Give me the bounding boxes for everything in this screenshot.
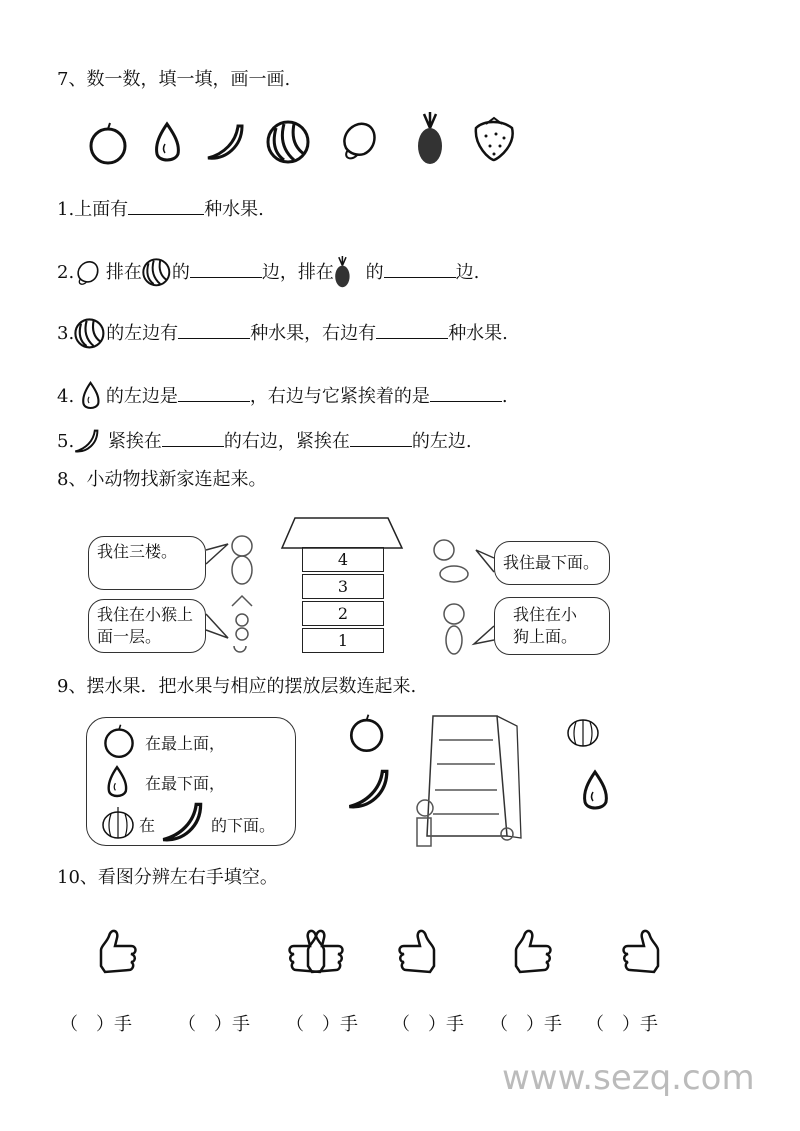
strawberry-icon (476, 118, 513, 160)
peach-icon (74, 258, 100, 288)
q7-sub5: 5. 紧挨在 的右边，紧挨在 的左边. (57, 428, 472, 456)
hand-icon-1 (101, 931, 136, 972)
paren-4: （ ）手 (392, 1014, 464, 1035)
paren-2: （ ）手 (178, 1014, 250, 1035)
pear-icon (80, 380, 106, 414)
pear-icon (157, 124, 179, 160)
apple-and-banana-icons (345, 712, 395, 797)
paren-6: （ ）手 (586, 1014, 658, 1035)
pineapple-icon (418, 112, 442, 164)
peach-icon (344, 124, 374, 159)
q7-sub3: 3. 的左边有 种水果，右边有 种水果. (57, 318, 508, 350)
watermelon-icon (142, 258, 172, 288)
paren-5: （ ）手 (490, 1014, 562, 1035)
dog-speech-bubble: 我住最下面。 (494, 541, 610, 585)
pumpkin-and-pear-icons (566, 712, 606, 812)
apple-icon (103, 724, 139, 762)
q10-title: 10、看图分辨左右手填空。 (57, 867, 278, 888)
q7-title: 7、数一数，填一填，画一画. (57, 69, 291, 90)
floor-1: 1 (302, 628, 384, 653)
hand-gesture-row (90, 920, 680, 984)
pumpkin-clue-a: 在 (139, 816, 156, 835)
watermelon-icon (74, 318, 106, 350)
q7-sub4: 4. 的左边是 ，右边与它紧挨着的是 . (57, 380, 508, 414)
monkey-and-worm-illustration (206, 530, 266, 660)
hand-icon-6 (624, 931, 659, 972)
paren-1: （ ）手 (60, 1014, 132, 1035)
apple-clue: 在最上面， (145, 734, 226, 753)
fruit-row (88, 112, 528, 172)
q7-sub2: 2. 排在 的 边，排在 的 边. (57, 256, 479, 290)
hand-icon-5 (516, 931, 551, 972)
paren-3: （ ）手 (286, 1014, 358, 1035)
q9-instruction-box (86, 717, 296, 846)
pineapple-icon (334, 256, 360, 290)
hand-icon-4 (400, 931, 435, 972)
q7-sub1: 1.上面有 种水果. (57, 196, 264, 222)
q9-title: 9、摆水果．把水果与相应的摆放层数连起来. (57, 676, 417, 697)
banana-icon (74, 428, 102, 456)
fruit-row-icons (88, 112, 528, 168)
banana-icon (208, 126, 242, 158)
monkey-speech-bubble: 我住三楼。 (88, 536, 206, 590)
watermelon-icon (268, 122, 308, 162)
worm-speech-bubble: 我住在小猴上面一层。 (88, 599, 206, 653)
tiger-speech-bubble: 我住在小狗上面。 (494, 597, 610, 655)
shelf-cabinet-illustration (405, 710, 535, 850)
pumpkin-icon (101, 806, 135, 840)
dog-and-tiger-illustration (424, 530, 494, 660)
floor-2: 2 (302, 601, 384, 626)
banana-icon (161, 800, 207, 842)
apple-icon (91, 123, 125, 163)
pear-clue: 在最下面， (145, 774, 226, 793)
house-roof (280, 516, 405, 550)
floor-3: 3 (302, 574, 384, 599)
pear-icon (105, 764, 135, 800)
q8-title: 8、小动物找新家连起来。 (57, 469, 267, 490)
watermark: www.sezq.com (502, 1058, 755, 1098)
floor-4: 4 (302, 547, 384, 572)
pumpkin-clue-b: 的下面。 (211, 816, 276, 835)
